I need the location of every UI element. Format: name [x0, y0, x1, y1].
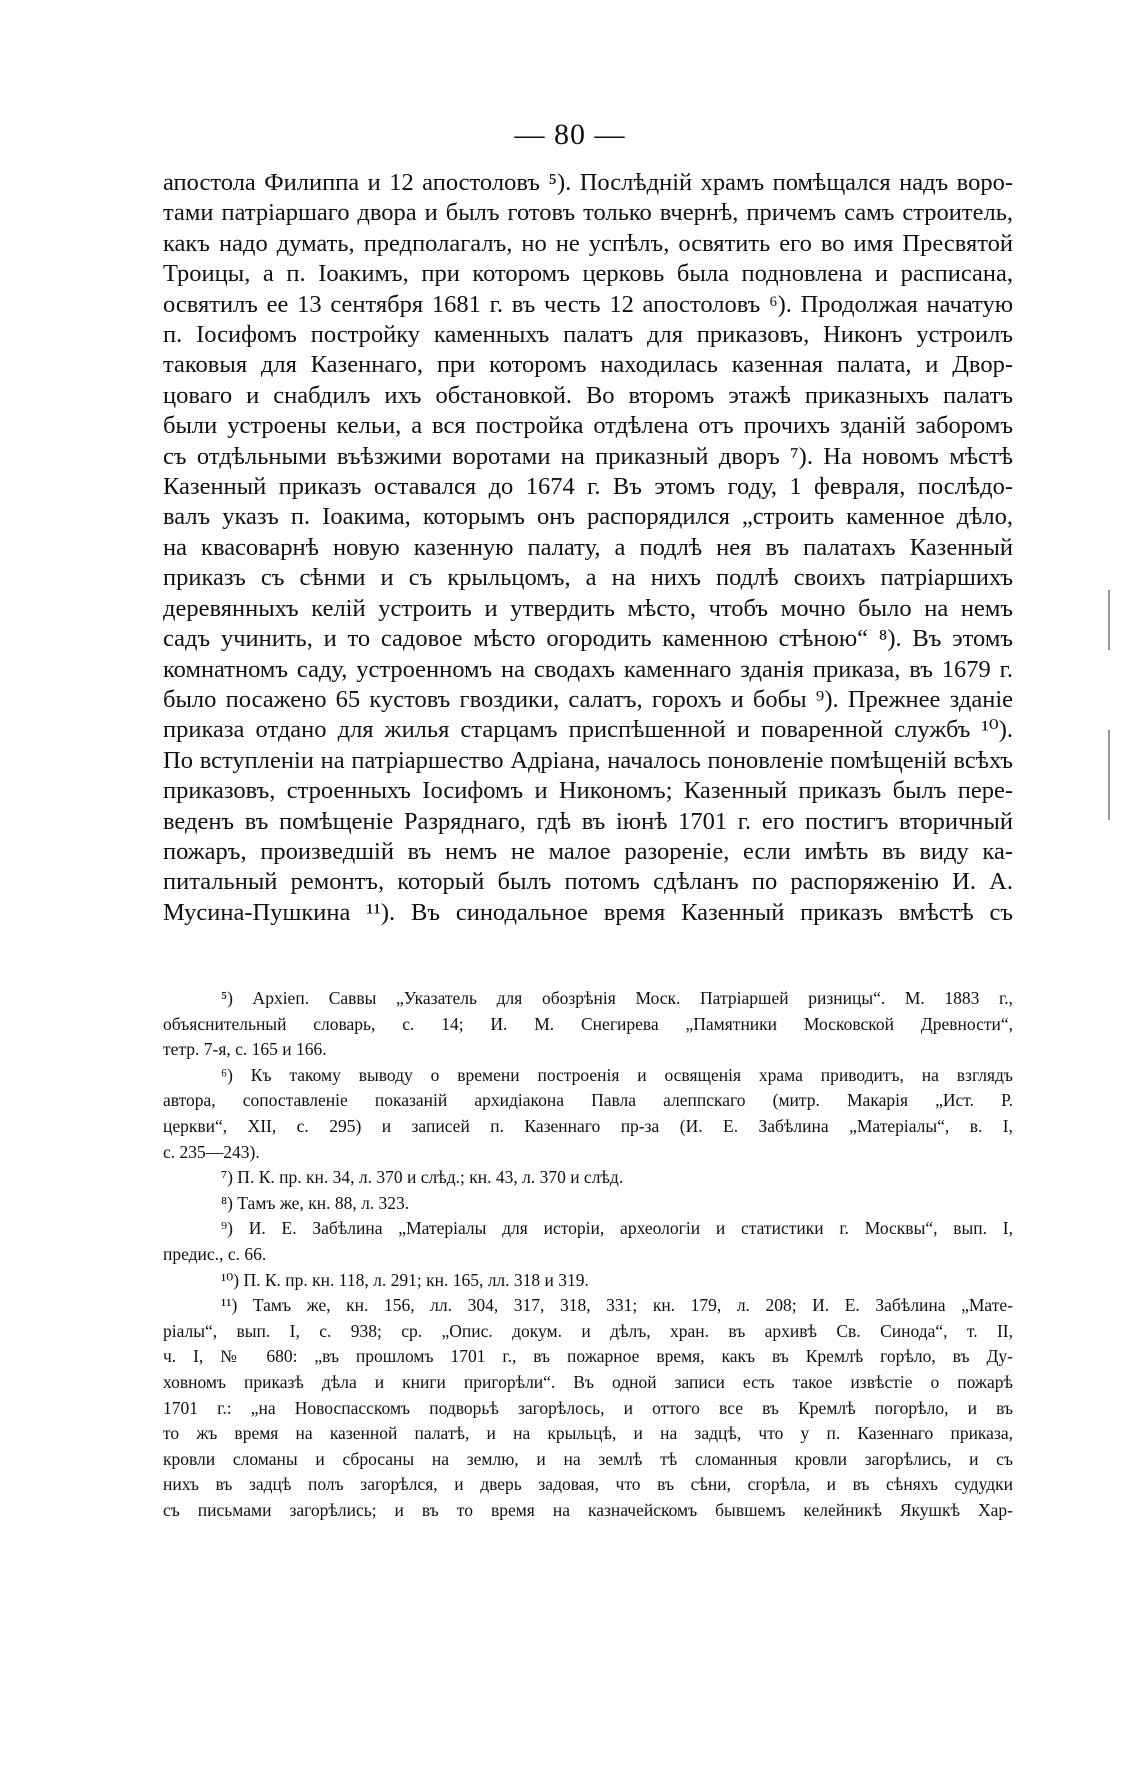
- text-line: приказа отдано для жилья старцамъ приспѣшенной и поваренной службъ ¹⁰).: [163, 716, 1013, 744]
- text-line: какъ надо думать, предполагалъ, но не успѣлъ, освятить его во имя Пресвятой: [163, 229, 1013, 257]
- footnote-line: ⁹) И. Е. Забѣлина „Матеріалы для исторіи, археологіи и статистики г. Москвы“, вып. I,: [221, 1218, 1013, 1239]
- text-line: валъ указъ п. Іоакима, которымъ онъ распорядился „строить каменное дѣло,: [163, 503, 1013, 531]
- footnote-line: ріалы“, вып. I, с. 938; ср. „Опис. докум. и дѣлъ, хран. въ архивѣ Св. Синода“, т. II,: [163, 1320, 1013, 1341]
- text-line: освятилъ ее 13 сентября 1681 г. въ честь 12 апостоловъ ⁶). Продолжая начатую: [163, 290, 1013, 318]
- text-line: апостола Филиппа и 12 апостоловъ ⁵). Послѣдній храмъ помѣщался надъ воро-: [163, 169, 1013, 196]
- text-line: было посажено 65 кустовъ гвоздики, салатъ, горохъ и бобы ⁹). Прежнее зданіе: [163, 685, 1013, 713]
- footnote-line: съ письмами загорѣлись; и въ то время на казначейскомъ бывшемъ келейникѣ Якушкѣ Хар-: [163, 1499, 1013, 1520]
- scan-edge-mark: [1108, 590, 1110, 650]
- text-line: приказовъ, строенныхъ Іосифомъ и Никономъ; Казенный приказъ былъ пере-: [163, 777, 1013, 805]
- text-line: на квасоварнѣ новую казенную палату, а подлѣ нея въ палатахъ Казенный: [163, 533, 1013, 561]
- text-line: были устроены кельи, а вся постройка отдѣлена отъ прочихъ зданій заборомъ: [163, 412, 1013, 440]
- footnote-line: ховномъ приказѣ дѣла и книги пригорѣли“. Въ одной записи есть такое извѣстіе о пожарѣ: [163, 1371, 1013, 1392]
- text-line: Казенный приказъ оставался до 1674 г. Въ этомъ году, 1 февраля, послѣдо-: [163, 473, 1013, 501]
- text-line: веденъ въ помѣщеніе Разряднаго, гдѣ въ іюнѣ 1701 г. его постигъ вторичный: [163, 807, 1013, 835]
- text-line: цоваго и снабдилъ ихъ обстановкой. Во второмъ этажѣ приказныхъ палатъ: [163, 381, 1013, 409]
- text-line: Троицы, а п. Іоакимъ, при которомъ церковь была подновлена и расписана,: [163, 260, 1013, 288]
- footnote-line: нихъ въ задцѣ полъ загорѣлся, и дверь задовая, что въ сѣни, сгорѣла, и въ сѣняхъ судудки: [163, 1474, 1013, 1495]
- text-line: По вступленіи на патріаршество Адріана, началось поновленіе помѣщеній всѣхъ: [163, 746, 1013, 774]
- text-line: п. Іосифомъ постройку каменныхъ палатъ для приказовъ, Никонъ устроилъ: [163, 321, 1013, 349]
- text-line: комнатномъ саду, устроенномъ на сводахъ каменнаго зданія приказа, въ 1679 г.: [163, 655, 1013, 683]
- footnotes: [163, 986, 1013, 1523]
- text-line: питальный ремонтъ, который былъ потомъ сдѣланъ по распоряженію И. А.: [163, 868, 1013, 896]
- footnote-line: ¹⁰) П. К. пр. кн. 118, л. 291; кн. 165, лл. 318 и 319.: [221, 1269, 589, 1290]
- footnote-line: объяснительный словарь, с. 14; И. М. Снегирева „Памятники Московской Древности“,: [163, 1013, 1013, 1034]
- footnote-line: кровли сломаны и сбросаны на землю, и на землѣ тѣ сломанныя кровли загорѣлись, и съ: [163, 1448, 1013, 1469]
- footnote-line: ч. I, № 680: „въ прошломъ 1701 г., въ пожарное время, какъ въ Кремлѣ горѣло, въ Ду-: [163, 1346, 1013, 1367]
- scan-edge-mark: [1108, 730, 1110, 820]
- footnote-line: ⁵) Архіеп. Саввы „Указатель для обозрѣнія Моск. Патріаршей ризницы“. М. 1883 г.,: [221, 988, 1013, 1008]
- footnote-line: автора, сопоставленіе показаній архидіакона Павла алеппскаго (митр. Макарія „Ист. Р.: [163, 1090, 1013, 1111]
- footnote-line: с. 235—243).: [163, 1141, 260, 1162]
- footnote-line: ⁸) Тамъ же, кн. 88, л. 323.: [221, 1192, 410, 1213]
- text-line: съ отдѣльными въѣзжими воротами на приказный дворъ ⁷). На новомъ мѣстѣ: [163, 442, 1013, 470]
- footnote-line: 1701 г.: „на Новоспасскомъ подворьѣ загорѣлось, и оттого все въ Кремлѣ погорѣло, и въ: [163, 1397, 1013, 1418]
- footnote-line: ⁶) Къ такому выводу о времени построенія и освященія храма приводитъ, на взглядъ: [221, 1064, 1013, 1085]
- text-line: пожаръ, произведшій въ немъ не малое разореніе, если имѣть въ виду ка-: [163, 837, 1013, 865]
- text-line: деревянныхъ келій устроить и утвердить мѣсто, чтобъ мочно было на немъ: [163, 594, 1013, 622]
- footnote-line: ⁷) П. К. пр. кн. 34, л. 370 и слѣд.; кн. 43, л. 370 и слѣд.: [221, 1167, 624, 1188]
- footnote-line: то жъ время на казенной палатѣ, и на крыльцѣ, и на задцѣ, что у п. Казеннаго приказа,: [163, 1423, 1013, 1444]
- text-line: приказъ съ сѣнми и съ крыльцомъ, а на нихъ подлѣ своихъ патріаршихъ: [163, 564, 1013, 592]
- text-line: тами патріаршаго двора и былъ готовъ только вчернѣ, причемъ самъ строитель,: [163, 199, 1013, 227]
- page-number: — 80 —: [514, 118, 626, 151]
- footnote-line: тетр. 7-я, с. 165 и 166.: [163, 1039, 327, 1060]
- main-text: [163, 168, 1013, 928]
- footnote-line: ¹¹) Тамъ же, кн. 156, лл. 304, 317, 318, 331; кн. 179, л. 208; И. Е. Забѣлина „Мате-: [221, 1295, 1013, 1316]
- text-line: Мусина-Пушкина ¹¹). Въ синодальное время Казенный приказъ вмѣстѣ съ: [163, 898, 1013, 926]
- footnote-line: церкви“, XII, с. 295) и записей п. Казеннаго пр-за (И. Е. Забѣлина „Матеріалы“, в. I,: [163, 1115, 1013, 1136]
- text-line: садъ учинить, и то садовое мѣсто огородить каменною стѣною“ ⁸). Въ этомъ: [163, 625, 1013, 653]
- text-line: таковыя для Казеннаго, при которомъ находилась казенная палата, и Двор-: [163, 351, 1013, 379]
- footnote-line: предис., с. 66.: [163, 1243, 267, 1264]
